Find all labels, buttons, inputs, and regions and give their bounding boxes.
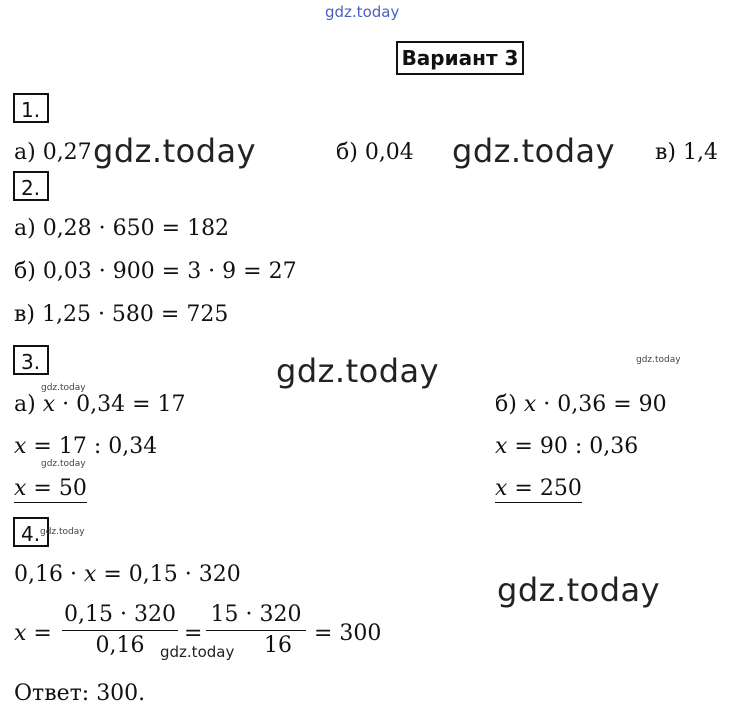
variant-title: Вариант 3	[396, 41, 524, 75]
task-1-answer-v: в) 1,4	[655, 140, 718, 165]
watermark-5: gdz.today	[160, 643, 235, 661]
fraction-1-numerator: 0,15 · 320	[64, 602, 176, 627]
watermark-4: gdz.today	[497, 571, 661, 609]
task-2-line-v: в) 1,25 · 580 = 725	[14, 302, 229, 327]
task-2-line-b: б) 0,03 · 900 = 3 · 9 = 27	[14, 259, 297, 284]
task-1-number: 1.	[13, 93, 49, 123]
task-1-answer-b: б) 0,04	[336, 140, 414, 165]
fraction-2-denominator: 16	[264, 633, 292, 658]
task-2-number: 2.	[13, 171, 49, 201]
fraction-2-numerator: 15 · 320	[210, 602, 302, 627]
fraction-1-bar	[62, 630, 178, 631]
fraction-2-bar	[206, 630, 306, 631]
task-3a-step: x = 17 : 0,34	[14, 434, 158, 459]
task-4-equation: 0,16 · x = 0,15 · 320	[14, 562, 241, 587]
task-3a-equation: а) x · 0,34 = 17	[14, 392, 186, 417]
task-2-line-a: а) 0,28 · 650 = 182	[14, 216, 230, 241]
task-3b-equation: б) x · 0,36 = 90	[495, 392, 667, 417]
task-4-number: 4.	[13, 517, 49, 547]
watermark-small-3: gdz.today	[41, 459, 86, 469]
fraction-1-denominator: 0,16	[95, 633, 145, 658]
watermark-top: gdz.today	[325, 3, 400, 21]
task-3a-answer: x = 50	[14, 476, 87, 501]
watermark-1: gdz.today	[93, 132, 257, 170]
watermark-2: gdz.today	[452, 132, 616, 170]
task-4-result: = 300	[314, 621, 382, 646]
task-3b-step: x = 90 : 0,36	[495, 434, 639, 459]
watermark-small-4: gdz.today	[40, 527, 85, 537]
task-1-answer-a: а) 0,27	[14, 140, 92, 165]
watermark-small-1: gdz.today	[636, 355, 681, 365]
watermark-3: gdz.today	[276, 352, 440, 390]
watermark-small-2: gdz.today	[41, 383, 86, 393]
task-3-number: 3.	[13, 345, 49, 375]
task-4-equals: =	[184, 621, 203, 646]
task-3b-answer: x = 250	[495, 476, 582, 501]
task-4-answer: Ответ: 300.	[14, 681, 146, 706]
task-4-var: x =	[14, 621, 52, 646]
